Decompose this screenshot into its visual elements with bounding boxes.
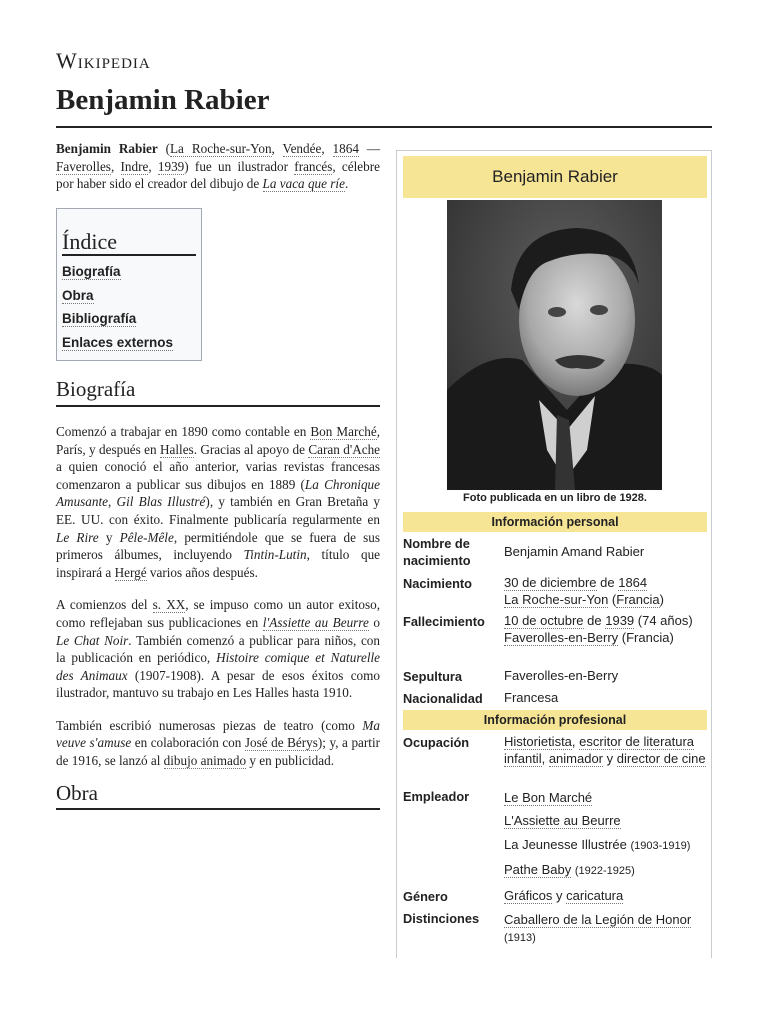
link-animador[interactable]: animador — [548, 751, 604, 766]
biografia-paragraph-3: También escribió numerosas piezas de teatro (como Ma veuve s'amuse en colaboración con José de Bérys); y, a partir de 1916, se lanzó al dibujo animado y en publicidad. — [56, 717, 381, 769]
link-caran-dache[interactable]: Caran d'Ache — [308, 441, 381, 457]
title-divider — [56, 126, 712, 128]
biografia-paragraph-1: Comenzó a trabajar en 1890 como contable en Bon Marché, París, y después en Halles. Gracias al apoyo de Caran d'Ache a quien conoció el año anterior, varias revistas francesas comenzaron a publicar sus dibujos en 1889 (La Chronique Amusante, Gil Blas Illustré), y también en Gran Bretaña y EE. UU. con éxito. Finalmente publicaría regularmente en Le Rire y Pêle-Mêle, permitiéndole que se fuera de sus primeros álbumes, incluyendo Tintin-Lutin, título que inspirará a Hergé varios años después. — [56, 423, 381, 580]
label-nombre-de-nacimiento: Nombre de nacimiento — [403, 536, 471, 568]
link-director-de-cine[interactable]: director de cine — [616, 751, 706, 766]
link-caballero-legion-de-honor[interactable]: Caballero de la Legión de Honor — [504, 912, 692, 927]
section-heading-obra: Obra — [56, 785, 380, 811]
link-caricatura[interactable]: caricatura — [566, 888, 624, 903]
value-sepultura: Faverolles-en-Berry — [504, 668, 619, 683]
link-francia[interactable]: Francia — [616, 592, 660, 607]
link-jose-de-berys[interactable]: José de Bérys — [244, 735, 318, 751]
value-nombre-de-nacimiento: Benjamin Amand Rabier — [504, 544, 645, 559]
section-heading-biografia: Biografía — [56, 381, 380, 407]
link-la-roche-sur-yon[interactable]: La Roche-sur-Yon — [170, 141, 272, 156]
value-fallecimiento: 10 de octubre de 1939 (74 años) Faverolles-en-Berry (Francia) — [504, 613, 693, 645]
biografia-paragraph-2: A comienzos del s. XX, se impuso como un autor exitoso, como reflejaban sus publicaciones en l'Assiette au Beurre o Le Chat Noir. También comenzó a publicar para niños, con la publicación en periódico, Histoire comique et Naturelle des Animaux (1907-1908). A pesar de esos éxitos como ilustrador, mantuvo su trabajo en Les Halles hasta 1910. — [56, 597, 381, 701]
link-le-bon-marche[interactable]: Le Bon Marché — [504, 790, 593, 805]
page-title: Benjamin Rabier — [56, 84, 270, 116]
link-pathe-baby[interactable]: Pathe Baby — [504, 862, 572, 877]
label-nacimiento: Nacimiento — [403, 576, 472, 591]
label-sepultura: Sepultura — [403, 669, 463, 684]
wikipedia-logo[interactable]: Wikipedia — [56, 48, 151, 73]
link-herge[interactable]: Hergé — [114, 564, 147, 580]
value-empleador-2 — [504, 812, 709, 829]
photo-caption: Foto publicada en un libro de 1928. — [463, 492, 647, 504]
value-distinciones: Caballero de la Legión de Honor (1913) — [504, 912, 692, 944]
link-indre[interactable]: Indre — [120, 158, 149, 174]
value-empleador-4: Pathe Baby (1922-1925) — [504, 862, 635, 877]
label-fallecimiento: Fallecimiento — [403, 614, 485, 629]
link-1939[interactable]: 1939 — [157, 158, 185, 174]
table-of-contents — [56, 208, 202, 362]
intro-name: Benjamin Rabier — [56, 141, 158, 156]
intro-paragraph: Benjamin Rabier (La Roche-sur-Yon, Vendée, 1864 — Faverolles, Indre, 1939) fue un ilustrador francés, célebre por haber sido el creador del dibujo de La vaca que ríe. — [56, 141, 381, 192]
link-nacimiento-1864[interactable]: 1864 — [618, 575, 648, 590]
label-empleador: Empleador — [403, 789, 470, 804]
section-informacion-profesional: Información profesional — [403, 710, 707, 730]
intro-text-b: , célebre por haber sido el creador del dibujo de — [56, 158, 380, 192]
label-nacionalidad: Nacionalidad — [403, 691, 483, 706]
value-nacionalidad: Francesa — [504, 690, 559, 705]
toc-item-obra[interactable]: Obra — [62, 287, 94, 303]
link-graficos[interactable]: Gráficos — [504, 888, 553, 903]
link-siglo-xx[interactable]: s. XX — [152, 597, 186, 613]
infobox — [396, 150, 712, 958]
link-fallecimiento-1939[interactable]: 1939 — [605, 613, 635, 628]
link-nacimiento-la-roche-sur-yon[interactable]: La Roche-sur-Yon — [504, 592, 609, 607]
portrait-photo[interactable] — [447, 200, 662, 490]
link-1864[interactable]: 1864 — [332, 141, 359, 156]
link-faverolles[interactable]: Faverolles — [56, 158, 111, 174]
value-nacimiento: 30 de diciembre de 1864 La Roche-sur-Yon (Francia) — [504, 575, 664, 607]
portrait-image — [447, 200, 662, 490]
value-ocupacion: Historietista, escritor de literatura infantil, animador y director de cine — [504, 734, 706, 766]
link-historietista[interactable]: Historietista — [504, 734, 572, 749]
link-faverolles-en-berry[interactable]: Faverolles-en-Berry — [504, 630, 619, 645]
link-escritor-de-literatura-infantil[interactable]: escritor de literatura infantil — [504, 734, 695, 766]
toc-title: Índice — [62, 233, 196, 257]
section-informacion-personal: Información personal — [403, 512, 707, 532]
link-dibujo-animado[interactable]: dibujo animado — [163, 753, 247, 769]
value-empleador-1 — [504, 789, 709, 806]
intro-text-a: fue un ilustrador — [194, 158, 289, 174]
toc-item-biografia[interactable]: Biografía — [62, 264, 121, 280]
link-la-vaca-que-rie[interactable]: La vaca que ríe — [262, 176, 345, 192]
link-bon-marche[interactable]: Bon Marché — [310, 423, 377, 439]
label-ocupacion: Ocupación — [403, 735, 470, 750]
value-genero: Gráficos y caricatura — [504, 888, 624, 903]
link-lassiette-au-beurre[interactable]: L'Assiette au Beurre — [504, 813, 621, 828]
infobox-title: Benjamin Rabier — [403, 156, 707, 198]
label-genero: Género — [403, 889, 448, 904]
link-halles[interactable]: Halles — [160, 441, 194, 457]
link-assiette-au-beurre[interactable]: l'Assiette au Beurre — [262, 614, 369, 630]
toc-item-bibliografia[interactable]: Bibliografía — [62, 311, 137, 327]
link-30-de-diciembre[interactable]: 30 de diciembre — [504, 575, 597, 590]
toc-item-enlaces-externos[interactable]: Enlaces externos — [62, 334, 174, 350]
value-empleador-3: La Jeunesse Illustrée (1903-1919) — [504, 837, 691, 852]
article-body — [56, 140, 380, 826]
link-frances[interactable]: francés — [294, 158, 333, 174]
link-10-de-octubre[interactable]: 10 de octubre — [504, 613, 584, 628]
label-distinciones: Distinciones — [403, 911, 480, 926]
link-vendee[interactable]: Vendée — [282, 141, 322, 156]
